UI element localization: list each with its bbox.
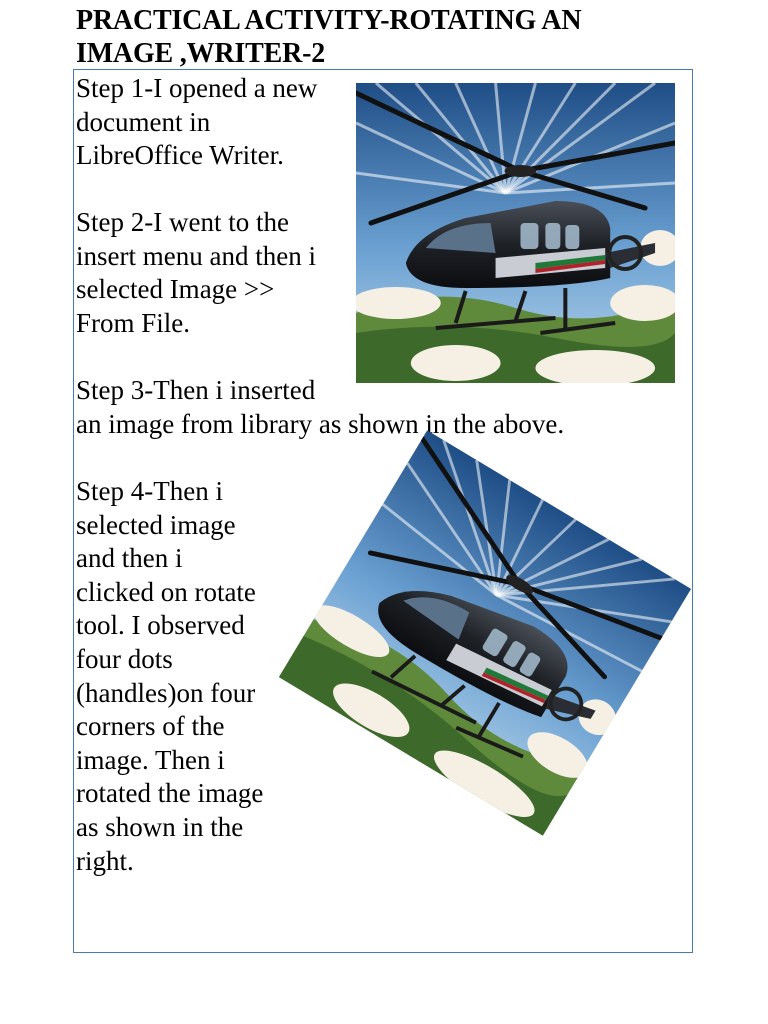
text-line: clicked on rotate: [76, 576, 256, 607]
document-title: [76, 4, 716, 70]
text-line: selected image: [76, 509, 236, 540]
step-4-paragraph: [76, 475, 263, 878]
text-line: (handles)on four: [76, 677, 256, 708]
step-1-paragraph: [76, 72, 317, 173]
text-line: right.: [76, 845, 134, 876]
text-line: four dots: [76, 643, 173, 674]
text-line: tool. I observed: [76, 610, 245, 641]
text-line: insert menu and then i: [76, 240, 316, 271]
text-line: rotated the image: [76, 778, 264, 809]
text-line: Step 3-Then i inserted: [76, 375, 316, 405]
text-line: LibreOffice Writer.: [76, 140, 284, 171]
text-line: Step 1-I opened a new: [76, 73, 318, 103]
title-line-2: IMAGE ,WRITER-2: [76, 38, 326, 69]
text-line: an image from library as shown in the above.: [76, 408, 565, 439]
helicopter-photo: [356, 83, 675, 383]
text-line: Step 4-Then i: [76, 476, 223, 506]
helicopter-image[interactable]: [356, 83, 675, 383]
step-3-paragraph: [76, 374, 564, 441]
text-line: and then i: [76, 543, 183, 574]
text-line: Step 2-I went to the: [76, 207, 289, 237]
text-line: image. Then i: [76, 744, 225, 775]
text-line: as shown in the: [76, 811, 244, 842]
text-line: corners of the: [76, 711, 225, 742]
title-line-1: PRACTICAL ACTIVITY-ROTATING AN: [76, 5, 582, 36]
step-2-paragraph: [76, 206, 316, 340]
text-line: From File.: [76, 307, 191, 338]
text-line: selected Image >>: [76, 274, 275, 305]
text-line: document in: [76, 106, 211, 137]
